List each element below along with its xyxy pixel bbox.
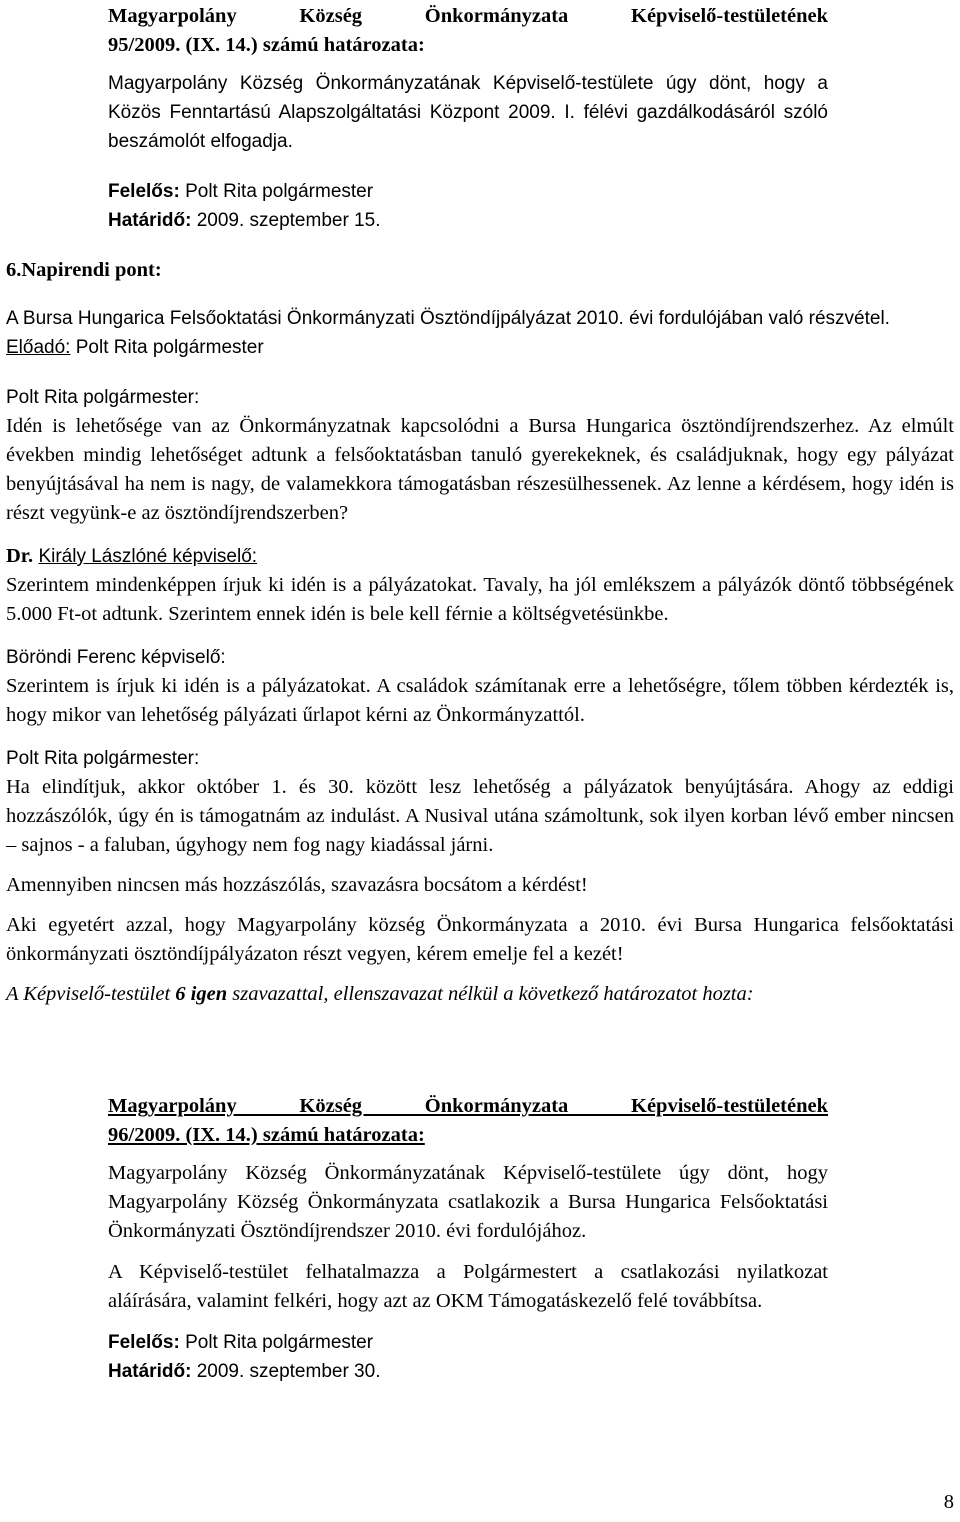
speech-text-2: Szerintem mindenképpen írjuk ki idén is a pályázatokat. Tavaly, ha jól emlékszem a pályázók döntő többségének 5.000 Ft-ot adtunk. Szerintem ennek idén is bele kell férnie a költségvetésünkbe. [6, 574, 954, 625]
speaker-borondi: Böröndi Ferenc képviselő: [6, 647, 226, 668]
responsible-line [108, 177, 828, 206]
vote-result-prefix: A Képviselő-testület [6, 983, 171, 1005]
resolution-96 [108, 1092, 828, 1386]
resolution2-deadline-line [108, 1357, 828, 1386]
vote-result-suffix: szavazattal, ellenszavazat nélkül a következő határozatot hozta: [232, 983, 754, 1005]
main-content [6, 304, 954, 1009]
resolution-heading-line2: 95/2009. (IX. 14.) számú határozata: [108, 34, 425, 56]
vote-result [6, 980, 954, 1009]
presenter-label: Előadó: [6, 337, 71, 358]
page-number: 8 [943, 1491, 954, 1513]
agenda-label: 6.Napirendi pont: [6, 259, 162, 281]
speaker-name: Király Lászlóné képviselő: [38, 546, 258, 567]
resolution2-heading-line1: Magyarpolány Község Önkormányzata Képviselő-testületének [108, 1095, 828, 1117]
resolution-body: Magyarpolány Község Önkormányzatának Képviselő-testülete úgy dönt, hogy a Közös Fenntartású Alapszolgáltatási Központ 2009. I. félévi gazdálkodásáról szóló beszámolót elfogadja. [108, 73, 828, 152]
resolution2-responsible-value: Polt Rita polgármester [185, 1332, 374, 1353]
resolution2-heading-text: 96/2009. (IX. 14.) számú határozata: [108, 1124, 425, 1146]
speaker-prefix: Dr. [6, 545, 34, 567]
presenter-line [6, 333, 954, 362]
presenter-value: Polt Rita polgármester [75, 337, 264, 358]
paragraph-vote-call: Aki egyetért azzal, hogy Magyarpolány község Önkormányzata a 2010. évi Bursa Hungarica felsőoktatási önkormányzati ösztöndíjpályázaton részt vegyen, kérem emelje fel a kezét! [6, 914, 954, 965]
resolution2-body2: A Képviselő-testület felhatalmazza a Polgármestert a csatlakozási nyilatkozat aláírására, valamint felkéri, hogy azt az OKM Támogatáskezelő felé továbbítsa. [108, 1261, 828, 1312]
speaker-polt-rita-1: Polt Rita polgármester: [6, 387, 200, 408]
resolution-95 [108, 2, 828, 235]
resolution-heading-line1: Magyarpolány Község Önkormányzata Képviselő-testületének [108, 5, 828, 27]
speaker-kiraly [6, 542, 954, 571]
responsible-value: Polt Rita polgármester [185, 181, 374, 202]
speech-text-3: Szerintem is írjuk ki idén is a pályázatokat. A családok számítanak erre a lehetőségre, tőlem többen kérdezték is, hogy mikor van lehetőség pályázati űrlapot kérni az Önkormányzattól. [6, 675, 954, 726]
resolution2-body1: Magyarpolány Község Önkormányzatának Képviselő-testülete úgy dönt, hogy Magyarpolány Község Önkormányzata csatlakozik a Bursa Hungarica Felsőoktatási Önkormányzati Ösztöndíjrendszer 2010. évi fordulójához. [108, 1162, 828, 1242]
speech-text-1: Idén is lehetősége van az Önkormányzatnak kapcsolódni a Bursa Hungarica ösztöndíjrendszerhez. Az elmúlt években mindig lehetőséget adtunk a felsőoktatásban tanuló gyerekeknek, és családjuknak, hogy egy pályázat benyújtásával ha nem is nagy, de valamekkora támogatásban részesülhessenek. Az lenne a kérdésem, hogy idén is részt vegyünk-e az ösztöndíjrendszerben? [6, 415, 954, 524]
vote-result-votes: 6 igen [175, 983, 228, 1005]
speech-text-4: Ha elindítjuk, akkor október 1. és 30. között lesz lehetőség a pályázatok benyújtására. Ahogy az eddigi hozzászólók, úgy én is támogatnám az indulást. A Nusival utána számoltunk, sok ilyen korban lévő ember nincsen – sajnos - a faluban, úgyhogy nem fog nagy kiadással járni. [6, 776, 954, 856]
resolution2-deadline-value: 2009. szeptember 30. [196, 1361, 381, 1382]
paragraph-no-more-comments: Amennyiben nincsen más hozzászólás, szavazásra bocsátom a kérdést! [6, 874, 588, 896]
speaker-polt-rita-2: Polt Rita polgármester: [6, 748, 200, 769]
deadline-value: 2009. szeptember 15. [196, 210, 381, 231]
resolution2-heading-line2 [108, 1121, 828, 1150]
deadline-line [108, 206, 828, 235]
resolution2-responsible-label: Felelős: [108, 1332, 180, 1353]
resolution2-deadline-label: Határidő: [108, 1361, 192, 1382]
resolution2-responsible-line [108, 1328, 828, 1357]
responsible-label: Felelős: [108, 181, 180, 202]
deadline-label: Határidő: [108, 210, 192, 231]
agenda-title: A Bursa Hungarica Felsőoktatási Önkormányzati Ösztöndíjpályázat 2010. évi fordulójában való részvétel. [6, 308, 890, 329]
